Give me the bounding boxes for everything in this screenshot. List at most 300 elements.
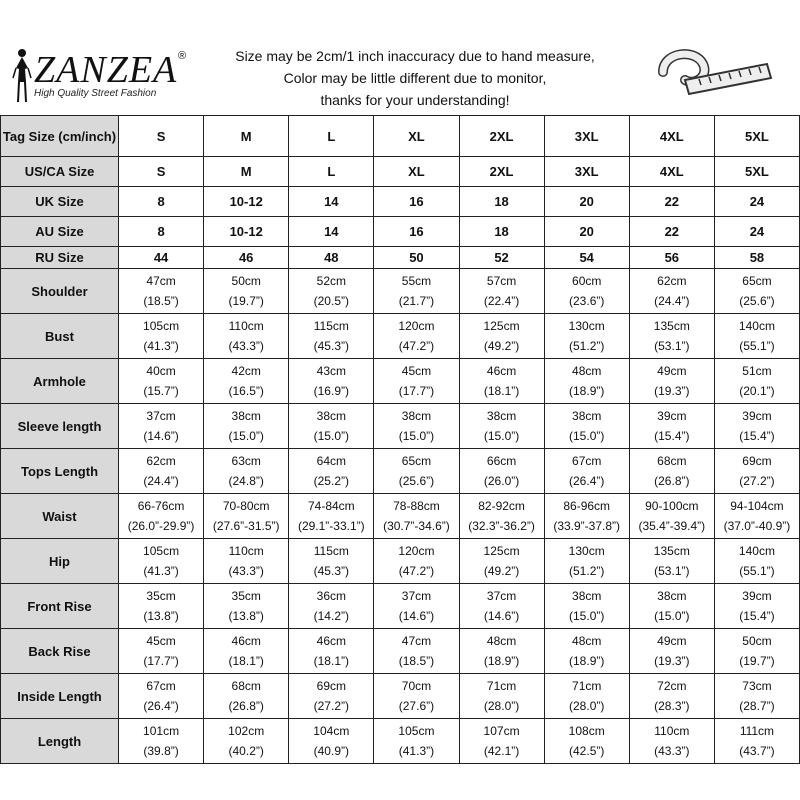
size-cell: 24 (714, 187, 799, 217)
measurement-cell (629, 404, 714, 449)
measurement-cell (119, 404, 204, 449)
size-row (1, 247, 800, 269)
cm-value: 39cm (742, 589, 772, 603)
size-cell: S (119, 116, 204, 157)
measurement-label: Bust (1, 314, 119, 359)
size-cell: 5XL (714, 116, 799, 157)
inch-value: (13.8”) (143, 609, 179, 623)
measurement-cell (374, 269, 459, 314)
inch-value: (22.4”) (483, 294, 520, 308)
measurement-cell (289, 584, 374, 629)
size-row-label: UK Size (1, 187, 119, 217)
size-cell: 14 (289, 217, 374, 247)
measurement-cell (544, 584, 629, 629)
cm-value: 111cm (739, 724, 775, 738)
inch-value: (19.3”) (654, 654, 690, 668)
measurement-cell (544, 494, 629, 539)
inch-value: (15.4”) (739, 609, 775, 623)
measurement-cell (374, 404, 459, 449)
cm-value: 66cm (486, 454, 517, 468)
measurement-row (1, 629, 800, 674)
size-cell: 16 (374, 187, 459, 217)
cm-value: 73cm (742, 679, 772, 693)
inch-value: (32.3”-36.2”) (468, 519, 535, 533)
measurement-cell (459, 674, 544, 719)
measurement-cell (629, 449, 714, 494)
size-cell: 46 (204, 247, 289, 269)
measurement-cell (629, 584, 714, 629)
size-cell: 10-12 (204, 217, 289, 247)
cm-value: 110cm (228, 319, 264, 333)
inch-value: (53.1”) (654, 564, 690, 578)
inch-value: (26.8”) (654, 474, 690, 488)
inch-value: (19.7”) (739, 654, 775, 668)
measurement-cell (119, 719, 204, 764)
cm-value: 78-88cm (393, 499, 440, 513)
inch-value: (17.7”) (398, 384, 435, 398)
inch-value: (30.7”-34.6”) (383, 519, 450, 533)
cm-value: 63cm (231, 454, 261, 468)
inch-value: (15.0”) (228, 429, 264, 443)
size-cell: 4XL (629, 116, 714, 157)
measurement-cell (289, 314, 374, 359)
measurement-cell (289, 449, 374, 494)
size-cell: 8 (119, 187, 204, 217)
cm-value: 48cm (572, 634, 602, 648)
measurement-cell (289, 674, 374, 719)
cm-value: 69cm (742, 454, 772, 468)
measurement-cell (629, 674, 714, 719)
inch-value: (40.2”) (228, 744, 264, 758)
cm-value: 68cm (657, 454, 687, 468)
measurement-cell (544, 449, 629, 494)
measurement-cell (544, 539, 629, 584)
inch-value: (27.6”) (398, 699, 435, 713)
cm-value: 35cm (231, 589, 261, 603)
size-cell: 56 (629, 247, 714, 269)
measurement-cell (374, 314, 459, 359)
measurement-row (1, 269, 800, 314)
measurement-cell (714, 314, 799, 359)
inch-value: (25.2”) (313, 474, 349, 488)
brand-logo (0, 40, 205, 115)
inch-value: (42.5”) (569, 744, 605, 758)
cm-value: 38cm (231, 409, 261, 423)
cm-value: 68cm (231, 679, 261, 693)
measurement-cell (714, 494, 799, 539)
notice-line-2: Color may be little different due to monitor, (283, 69, 547, 86)
measurement-cell (289, 494, 374, 539)
measurement-cell (714, 359, 799, 404)
inch-value: (26.4”) (143, 699, 179, 713)
inch-value: (51.2”) (569, 339, 605, 353)
inch-value: (14.6”) (483, 609, 520, 623)
cm-value: 39cm (742, 409, 772, 423)
inch-value: (15.4”) (654, 429, 690, 443)
inch-value: (55.1”) (739, 564, 775, 578)
size-cell: 22 (629, 187, 714, 217)
size-cell: 20 (544, 217, 629, 247)
measurement-row (1, 359, 800, 404)
size-cell: 58 (714, 247, 799, 269)
cm-value: 67cm (146, 679, 176, 693)
inch-value: (28.7”) (739, 699, 775, 713)
cm-value: 102cm (228, 724, 265, 738)
measurement-cell (544, 359, 629, 404)
cm-value: 71cm (486, 679, 517, 693)
measurement-cell (544, 629, 629, 674)
inch-value: (43.3”) (228, 564, 264, 578)
inch-value: (37.0”-40.9”) (723, 519, 791, 533)
measurement-row (1, 314, 800, 359)
measurement-cell (204, 584, 289, 629)
inch-value: (42.1”) (483, 744, 520, 758)
measurement-label: Sleeve length (1, 404, 119, 449)
cm-value: 46cm (486, 364, 517, 378)
cm-value: 135cm (653, 544, 690, 558)
measurement-cell (204, 404, 289, 449)
cm-value: 40cm (146, 364, 176, 378)
cm-value: 110cm (228, 544, 264, 558)
size-cell: 24 (714, 217, 799, 247)
inch-value: (24.8”) (228, 474, 264, 488)
inch-value: (20.5”) (313, 294, 349, 308)
measurement-cell (374, 584, 459, 629)
cm-value: 108cm (568, 724, 605, 738)
size-cell: 2XL (459, 116, 544, 157)
measurement-cell (204, 269, 289, 314)
measurement-label: Inside Length (1, 674, 119, 719)
inch-value: (26.0”) (483, 474, 520, 488)
measurement-row (1, 719, 800, 764)
measurement-cell (459, 719, 544, 764)
cm-value: 66-76cm (137, 499, 185, 513)
measurement-cell (544, 404, 629, 449)
cm-value: 125cm (483, 544, 520, 558)
inch-value: (18.9”) (569, 384, 605, 398)
size-cell: 48 (289, 247, 374, 269)
measurement-row (1, 404, 800, 449)
measurement-cell (119, 269, 204, 314)
measurement-cell (544, 719, 629, 764)
measurement-cell (289, 269, 374, 314)
brand-tagline: High Quality Street Fashion (34, 88, 157, 99)
inch-value: (43.7”) (739, 744, 775, 758)
measurement-cell (289, 539, 374, 584)
size-cell: 22 (629, 217, 714, 247)
size-cell: 18 (459, 217, 544, 247)
notice-line-1: Size may be 2cm/1 inch inaccuracy due to hand measure, (235, 47, 595, 64)
measurement-cell (629, 359, 714, 404)
cm-value: 125cm (483, 319, 520, 333)
cm-value: 48cm (486, 634, 517, 648)
measurement-label: Armhole (1, 359, 119, 404)
measurement-cell (459, 494, 544, 539)
measurement-cell (289, 359, 374, 404)
inch-value: (18.1”) (228, 654, 264, 668)
inch-value: (27.2”) (739, 474, 775, 488)
cm-value: 101cm (143, 724, 180, 738)
inch-value: (41.3”) (398, 744, 435, 758)
measurement-cell (714, 539, 799, 584)
inch-value: (27.2”) (313, 699, 349, 713)
inch-value: (26.8”) (228, 699, 264, 713)
cm-value: 105cm (398, 724, 435, 738)
inch-value: (20.1”) (739, 384, 775, 398)
cm-value: 38cm (401, 409, 432, 423)
measurement-cell (204, 539, 289, 584)
cm-value: 48cm (572, 364, 602, 378)
cm-value: 82-92cm (478, 499, 525, 513)
inch-value: (17.7”) (143, 654, 179, 668)
inch-value: (49.2”) (483, 564, 520, 578)
inch-value: (25.6”) (398, 474, 435, 488)
cm-value: 94-104cm (730, 499, 784, 513)
inch-value: (15.0”) (569, 609, 605, 623)
measurement-cell (289, 719, 374, 764)
inch-value: (18.9”) (483, 654, 520, 668)
cm-value: 104cm (313, 724, 350, 738)
size-row-label: RU Size (1, 247, 119, 269)
size-cell: 14 (289, 187, 374, 217)
measurement-cell (714, 269, 799, 314)
measurement-cell (714, 629, 799, 674)
cm-value: 62cm (146, 454, 176, 468)
size-cell: M (204, 116, 289, 157)
cm-value: 38cm (486, 409, 517, 423)
inch-value: (15.0”) (483, 429, 520, 443)
measurement-row (1, 584, 800, 629)
inch-value: (15.0”) (313, 429, 349, 443)
cm-value: 105cm (143, 319, 180, 333)
measurement-label: Waist (1, 494, 119, 539)
inch-value: (15.4”) (739, 429, 775, 443)
inch-value: (14.2”) (313, 609, 349, 623)
measurement-row (1, 494, 800, 539)
measurement-cell (459, 269, 544, 314)
cm-value: 35cm (146, 589, 176, 603)
measurement-cell (204, 719, 289, 764)
cm-value: 72cm (657, 679, 687, 693)
inch-value: (14.6”) (398, 609, 435, 623)
cm-value: 46cm (316, 634, 346, 648)
cm-value: 51cm (742, 364, 772, 378)
inch-value: (41.3”) (143, 564, 179, 578)
measurement-cell (459, 314, 544, 359)
cm-value: 45cm (401, 364, 432, 378)
measurement-cell (204, 629, 289, 674)
inch-value: (16.9”) (313, 384, 349, 398)
measurement-cell (629, 314, 714, 359)
measurement-cell (459, 404, 544, 449)
size-cell: 8 (119, 217, 204, 247)
measurement-row (1, 539, 800, 584)
measurement-label: Tops Length (1, 449, 119, 494)
inch-value: (43.3”) (654, 744, 690, 758)
inch-value: (27.6”-31.5”) (212, 519, 280, 533)
inch-value: (15.0”) (569, 429, 605, 443)
inch-value: (49.2”) (483, 339, 520, 353)
measurement-row (1, 449, 800, 494)
measurement-label: Front Rise (1, 584, 119, 629)
cm-value: 60cm (572, 274, 602, 288)
measurement-cell (119, 359, 204, 404)
measurement-cell (119, 449, 204, 494)
measurement-cell (459, 359, 544, 404)
cm-value: 70cm (401, 679, 432, 693)
size-row-label: AU Size (1, 217, 119, 247)
measurement-cell (204, 314, 289, 359)
inch-value: (28.3”) (654, 699, 690, 713)
cm-value: 64cm (316, 454, 346, 468)
size-cell: 2XL (459, 157, 544, 187)
size-row (1, 116, 800, 157)
size-cell: XL (374, 116, 459, 157)
cm-value: 39cm (657, 409, 687, 423)
cm-value: 38cm (657, 589, 687, 603)
inch-value: (26.4”) (569, 474, 605, 488)
measurement-row (1, 674, 800, 719)
cm-value: 46cm (231, 634, 261, 648)
size-cell: 5XL (714, 157, 799, 187)
cm-value: 36cm (316, 589, 346, 603)
measurement-cell (714, 449, 799, 494)
inch-value: (33.9”-37.8”) (553, 519, 621, 533)
inch-value: (40.9”) (313, 744, 349, 758)
size-cell: 18 (459, 187, 544, 217)
inch-value: (45.3”) (313, 564, 349, 578)
cm-value: 38cm (572, 409, 602, 423)
measurement-cell (714, 674, 799, 719)
inch-value: (47.2”) (398, 564, 435, 578)
cm-value: 120cm (398, 319, 435, 333)
measurement-cell (119, 539, 204, 584)
inch-value: (18.5”) (143, 294, 179, 308)
measurement-cell (544, 269, 629, 314)
cm-value: 42cm (231, 364, 261, 378)
measurement-cell (629, 539, 714, 584)
measurement-cell (119, 584, 204, 629)
inch-value: (24.4”) (143, 474, 179, 488)
measurement-cell (374, 359, 459, 404)
cm-value: 52cm (316, 274, 346, 288)
measurement-cell (629, 269, 714, 314)
inch-value: (15.0”) (398, 429, 435, 443)
cm-value: 140cm (738, 544, 775, 558)
inch-value: (55.1”) (739, 339, 775, 353)
cm-value: 115cm (313, 544, 349, 558)
measurement-cell (119, 674, 204, 719)
inch-value: (35.4”-39.4”) (638, 519, 706, 533)
inch-value: (23.6”) (569, 294, 605, 308)
measurement-cell (374, 719, 459, 764)
cm-value: 110cm (654, 724, 690, 738)
measurement-cell (374, 494, 459, 539)
size-row (1, 187, 800, 217)
measurement-cell (629, 629, 714, 674)
size-cell: 3XL (544, 157, 629, 187)
inch-value: (18.1”) (313, 654, 349, 668)
cm-value: 45cm (146, 634, 176, 648)
inch-value: (28.0”) (569, 699, 605, 713)
measurement-cell (204, 674, 289, 719)
size-cell: M (204, 157, 289, 187)
cm-value: 49cm (657, 634, 687, 648)
measurement-label: Back Rise (1, 629, 119, 674)
measurement-cell (374, 539, 459, 584)
cm-value: 71cm (572, 679, 602, 693)
inch-value: (45.3”) (313, 339, 349, 353)
measurement-cell (459, 629, 544, 674)
cm-value: 130cm (568, 544, 605, 558)
size-cell: 52 (459, 247, 544, 269)
cm-value: 135cm (653, 319, 690, 333)
inch-value: (39.8”) (143, 744, 179, 758)
measurement-cell (714, 719, 799, 764)
cm-value: 69cm (316, 679, 346, 693)
measurement-cell (629, 494, 714, 539)
cm-value: 90-100cm (645, 499, 699, 513)
measurement-cell (204, 359, 289, 404)
cm-value: 120cm (398, 544, 435, 558)
cm-value: 67cm (572, 454, 602, 468)
chart-header (0, 40, 800, 115)
size-row (1, 217, 800, 247)
size-table (0, 115, 800, 764)
cm-value: 115cm (313, 319, 349, 333)
measurement-cell (204, 494, 289, 539)
size-row-label: US/CA Size (1, 157, 119, 187)
cm-value: 65cm (401, 454, 432, 468)
inch-value: (43.3”) (228, 339, 264, 353)
cm-value: 50cm (742, 634, 772, 648)
measurement-cell (204, 449, 289, 494)
measurement-notice (205, 40, 635, 115)
measurement-cell (459, 584, 544, 629)
measurement-cell (544, 674, 629, 719)
size-cell: 20 (544, 187, 629, 217)
size-cell: L (289, 116, 374, 157)
size-row (1, 157, 800, 187)
measurement-cell (119, 494, 204, 539)
inch-value: (19.3”) (654, 384, 690, 398)
measurement-cell (714, 584, 799, 629)
size-cell: XL (374, 157, 459, 187)
cm-value: 49cm (657, 364, 687, 378)
size-cell: 4XL (629, 157, 714, 187)
measurement-cell (374, 674, 459, 719)
inch-value: (14.6”) (143, 429, 179, 443)
notice-line-3: thanks for your understanding! (320, 91, 510, 108)
measurement-cell (119, 314, 204, 359)
measurement-cell (629, 719, 714, 764)
cm-value: 140cm (738, 319, 775, 333)
size-cell: S (119, 157, 204, 187)
woman-silhouette-icon (10, 48, 34, 109)
measurement-label: Shoulder (1, 269, 119, 314)
size-row-label: Tag Size (cm/inch) (1, 116, 119, 157)
cm-value: 37cm (146, 409, 176, 423)
cm-value: 38cm (316, 409, 346, 423)
inch-value: (21.7”) (398, 294, 435, 308)
measurement-label: Hip (1, 539, 119, 584)
brand-name: ZANZEA (34, 49, 178, 91)
size-cell: 50 (374, 247, 459, 269)
cm-value: 65cm (742, 274, 772, 288)
inch-value: (18.9”) (569, 654, 605, 668)
inch-value: (15.0”) (654, 609, 690, 623)
cm-value: 62cm (657, 274, 687, 288)
